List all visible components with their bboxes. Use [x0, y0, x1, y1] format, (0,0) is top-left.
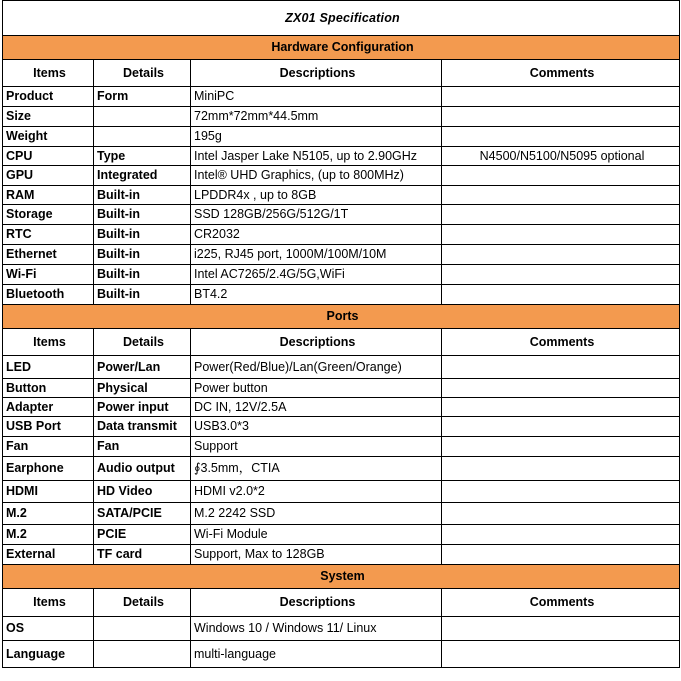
row-description: Intel® UHD Graphics, (up to 800MHz): [191, 166, 442, 186]
row-description: 72mm*72mm*44.5mm: [191, 107, 442, 127]
row-description: MiniPC: [191, 87, 442, 107]
column-header-descriptions: Descriptions: [191, 329, 442, 356]
row-detail: Built-in: [94, 245, 191, 265]
row-item: Ethernet: [3, 245, 94, 265]
title-row: [3, 1, 680, 36]
row-comment: [442, 617, 680, 641]
table-row: [3, 641, 680, 668]
table-row: [3, 265, 680, 285]
ports-section-title: Ports: [3, 305, 680, 329]
page-title: ZX01 Specification: [3, 1, 680, 36]
table-row: [3, 166, 680, 186]
ports-section-row: [3, 305, 680, 329]
table-row: [3, 437, 680, 457]
row-item: LED: [3, 356, 94, 379]
column-header-comments: Comments: [442, 589, 680, 617]
system-section-row: [3, 565, 680, 589]
row-comment: [442, 398, 680, 417]
row-detail: [94, 127, 191, 147]
row-detail: Built-in: [94, 205, 191, 225]
row-detail: Type: [94, 147, 191, 166]
row-item: Fan: [3, 437, 94, 457]
column-header-descriptions: Descriptions: [191, 60, 442, 87]
row-detail: Built-in: [94, 265, 191, 285]
hardware-section-title: Hardware Configuration: [3, 36, 680, 60]
row-item: Size: [3, 107, 94, 127]
column-header-details: Details: [94, 329, 191, 356]
row-item: Product: [3, 87, 94, 107]
row-comment: [442, 205, 680, 225]
column-header-items: Items: [3, 589, 94, 617]
row-description: SSD 128GB/256G/512G/1T: [191, 205, 442, 225]
row-detail: Fan: [94, 437, 191, 457]
row-description: BT4.2: [191, 285, 442, 305]
table-row: [3, 525, 680, 545]
row-description: Power(Red/Blue)/Lan(Green/Orange): [191, 356, 442, 379]
row-description: Windows 10 / Windows 11/ Linux: [191, 617, 442, 641]
row-description: LPDDR4x , up to 8GB: [191, 186, 442, 205]
table-row: [3, 457, 680, 481]
row-comment: [442, 437, 680, 457]
table-row: [3, 398, 680, 417]
row-item: GPU: [3, 166, 94, 186]
row-description: M.2 2242 SSD: [191, 503, 442, 525]
row-comment: [442, 356, 680, 379]
spec-table: [2, 0, 680, 668]
table-row: [3, 205, 680, 225]
row-item: RTC: [3, 225, 94, 245]
row-item: M.2: [3, 503, 94, 525]
row-detail: SATA/PCIE: [94, 503, 191, 525]
row-description: Support, Max to 128GB: [191, 545, 442, 565]
column-header-comments: Comments: [442, 329, 680, 356]
row-comment: [442, 417, 680, 437]
row-item: Weight: [3, 127, 94, 147]
table-row: [3, 225, 680, 245]
row-description: CR2032: [191, 225, 442, 245]
row-item: Bluetooth: [3, 285, 94, 305]
row-item: HDMI: [3, 481, 94, 503]
row-comment: [442, 245, 680, 265]
table-row: [3, 87, 680, 107]
row-comment: [442, 87, 680, 107]
row-item: Language: [3, 641, 94, 668]
row-detail: Built-in: [94, 285, 191, 305]
row-comment: [442, 525, 680, 545]
column-header-items: Items: [3, 60, 94, 87]
table-row: [3, 545, 680, 565]
table-row: [3, 617, 680, 641]
row-detail: Form: [94, 87, 191, 107]
column-header-descriptions: Descriptions: [191, 589, 442, 617]
row-detail: Built-in: [94, 225, 191, 245]
row-comment: [442, 641, 680, 668]
table-row: [3, 481, 680, 503]
row-description: 195g: [191, 127, 442, 147]
column-header-items: Items: [3, 329, 94, 356]
column-header-details: Details: [94, 589, 191, 617]
row-comment: [442, 503, 680, 525]
row-description: multi-language: [191, 641, 442, 668]
row-item: USB Port: [3, 417, 94, 437]
column-header-comments: Comments: [442, 60, 680, 87]
table-row: [3, 379, 680, 398]
table-row: [3, 107, 680, 127]
table-row: [3, 245, 680, 265]
row-description: Power button: [191, 379, 442, 398]
row-comment: [442, 107, 680, 127]
row-comment: [442, 285, 680, 305]
row-comment: [442, 225, 680, 245]
row-description: i225, RJ45 port, 1000M/100M/10M: [191, 245, 442, 265]
system-section-title: System: [3, 565, 680, 589]
row-comment: [442, 265, 680, 285]
row-item: Button: [3, 379, 94, 398]
table-row: [3, 356, 680, 379]
row-detail: Built-in: [94, 186, 191, 205]
row-detail: Data transmit: [94, 417, 191, 437]
row-item: CPU: [3, 147, 94, 166]
row-comment: [442, 127, 680, 147]
row-description: Intel AC7265/2.4G/5G,WiFi: [191, 265, 442, 285]
row-description: Intel Jasper Lake N5105, up to 2.90GHz: [191, 147, 442, 166]
row-detail: TF card: [94, 545, 191, 565]
row-comment: [442, 457, 680, 481]
row-item: RAM: [3, 186, 94, 205]
row-detail: Physical: [94, 379, 191, 398]
table-row: [3, 127, 680, 147]
row-description: Wi-Fi Module: [191, 525, 442, 545]
row-item: External: [3, 545, 94, 565]
row-comment: [442, 481, 680, 503]
table-row: [3, 147, 680, 166]
row-detail: Integrated: [94, 166, 191, 186]
table-row: [3, 503, 680, 525]
row-detail: PCIE: [94, 525, 191, 545]
ports-column-header-row: [3, 329, 680, 356]
row-comment: [442, 545, 680, 565]
row-detail: Audio output: [94, 457, 191, 481]
row-item: Earphone: [3, 457, 94, 481]
row-detail: [94, 641, 191, 668]
row-description: USB3.0*3: [191, 417, 442, 437]
hardware-column-header-row: [3, 60, 680, 87]
table-row: [3, 186, 680, 205]
row-item: Wi-Fi: [3, 265, 94, 285]
row-detail: [94, 107, 191, 127]
row-description: DC IN, 12V/2.5A: [191, 398, 442, 417]
row-description: Support: [191, 437, 442, 457]
row-item: M.2: [3, 525, 94, 545]
column-header-details: Details: [94, 60, 191, 87]
system-column-header-row: [3, 589, 680, 617]
row-description: ∮3.5mm，CTIA: [191, 457, 442, 481]
row-comment: [442, 186, 680, 205]
row-detail: Power input: [94, 398, 191, 417]
row-item: Adapter: [3, 398, 94, 417]
row-description: HDMI v2.0*2: [191, 481, 442, 503]
row-item: Storage: [3, 205, 94, 225]
row-detail: HD Video: [94, 481, 191, 503]
row-comment: [442, 379, 680, 398]
row-comment: N4500/N5100/N5095 optional: [442, 147, 680, 166]
row-item: OS: [3, 617, 94, 641]
hardware-section-row: [3, 36, 680, 60]
table-row: [3, 417, 680, 437]
row-detail: [94, 617, 191, 641]
row-comment: [442, 166, 680, 186]
table-row: [3, 285, 680, 305]
row-detail: Power/Lan: [94, 356, 191, 379]
